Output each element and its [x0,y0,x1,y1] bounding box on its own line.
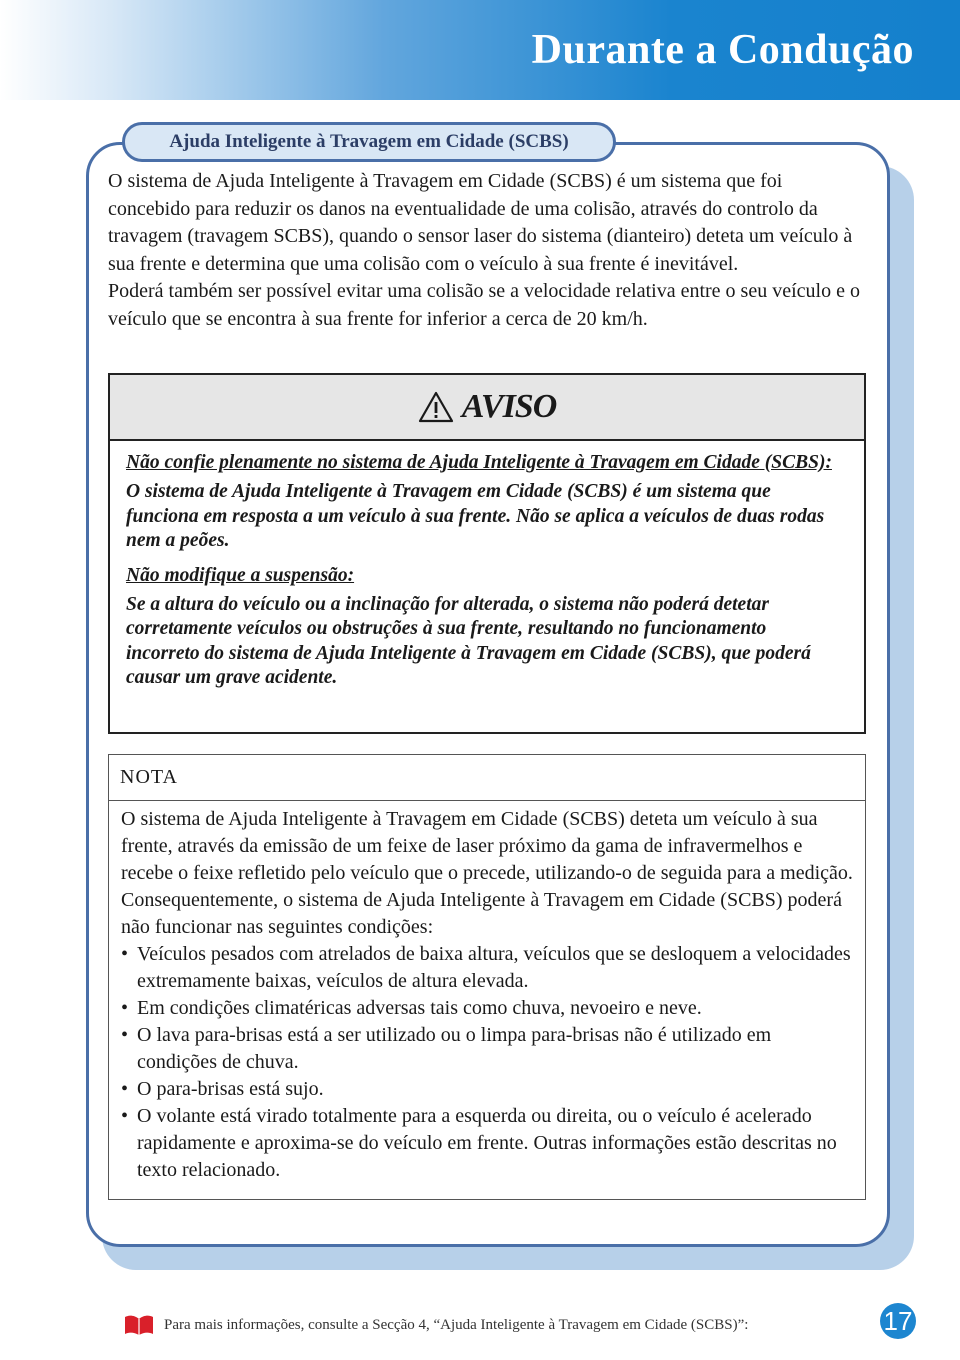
warning-item-text: Se a altura do veículo ou a inclinação for alterada, o sistema não poderá detetar corretamente veículos ou obstruções à sua frente, resultando no funcionamento incorreto do sistema de Ajuda Inteligente à Travagem em Cidade (SCBS), que poderá causar um grave acidente. [126,593,811,688]
footer-text: Para mais informações, consulte a Secção 4, “Ajuda Inteligente à Travagem em Cidade (SCBS)”: [164,1316,749,1333]
list-item: • O lava para-brisas está a ser utilizado ou o limpa para-brisas não é utilizado em condições de chuva. [121,1022,855,1076]
page-number: 17 [880,1303,916,1339]
nota-body [109,801,865,1184]
warning-item-heading: Não confie plenamente no sistema de Ajuda Inteligente à Travagem em Cidade (SCBS): [126,452,832,473]
nota-box [108,754,866,1200]
warning-body [110,441,864,691]
nota-intro: O sistema de Ajuda Inteligente à Travagem em Cidade (SCBS) deteta um veículo à sua frente, através da emissão de um feixe de laser próximo da gama de infravermelhos e recebe o feixe refletido pelo veículo que o precede, utilizando-o de seguida para a medição. Consequentemente, o sistema de Ajuda Inteligente à Travagem em Cidade (SCBS) poderá não funcionar nas seguintes condições: [121,808,853,938]
intro-paragraph-1: O sistema de Ajuda Inteligente à Travagem em Cidade (SCBS) é um sistema que foi concebido para reduzir os danos na eventualidade de uma colisão, através do controlo da travagem (travagem SCBS), quando o sensor laser do sistema (dianteiro) deteta um veículo à sua frente e determina que uma colisão com o veículo à sua frente é inevitável. [108,170,853,275]
warning-title: AVISO [461,388,557,425]
section-tab: Ajuda Inteligente à Travagem em Cidade (SCBS) [122,122,616,162]
warning-triangle-icon [418,391,454,423]
warning-item-text: O sistema de Ajuda Inteligente à Travagem em Cidade (SCBS) é um sistema que funciona em resposta a um veículo à sua frente. Não se aplica a veículos de duas rodas nem a peões. [126,481,825,551]
warning-header [110,375,864,441]
list-item: • Em condições climatéricas adversas tais como chuva, nevoeiro e neve. [121,995,855,1022]
footer-reference [124,1310,748,1340]
nota-bullet-list [121,941,855,1184]
warning-box [108,373,866,734]
page-title: Durante a Condução [531,27,914,73]
list-item: • O para-brisas está sujo. [121,1076,855,1103]
nota-title: NOTA [109,755,865,801]
list-item: • Veículos pesados com atrelados de baixa altura, veículos que se desloquem a velocidades extremamente baixas, veículos de altura elevada. [121,941,855,995]
list-item: • O volante está virado totalmente para a esquerda ou direita, ou o veículo é acelerado rapidamente e aproxima-se do veículo em frente. Outras informações estão descritas no texto relacionado. [121,1103,855,1184]
intro-paragraph-2: Poderá também ser possível evitar uma colisão se a velocidade relativa entre o seu veículo e o veículo que se encontra à sua frente for inferior a cerca de 20 km/h. [108,280,860,330]
intro-text [108,168,868,333]
warning-item-heading: Não modifique a suspensão: [126,564,355,586]
book-icon [124,1314,154,1336]
